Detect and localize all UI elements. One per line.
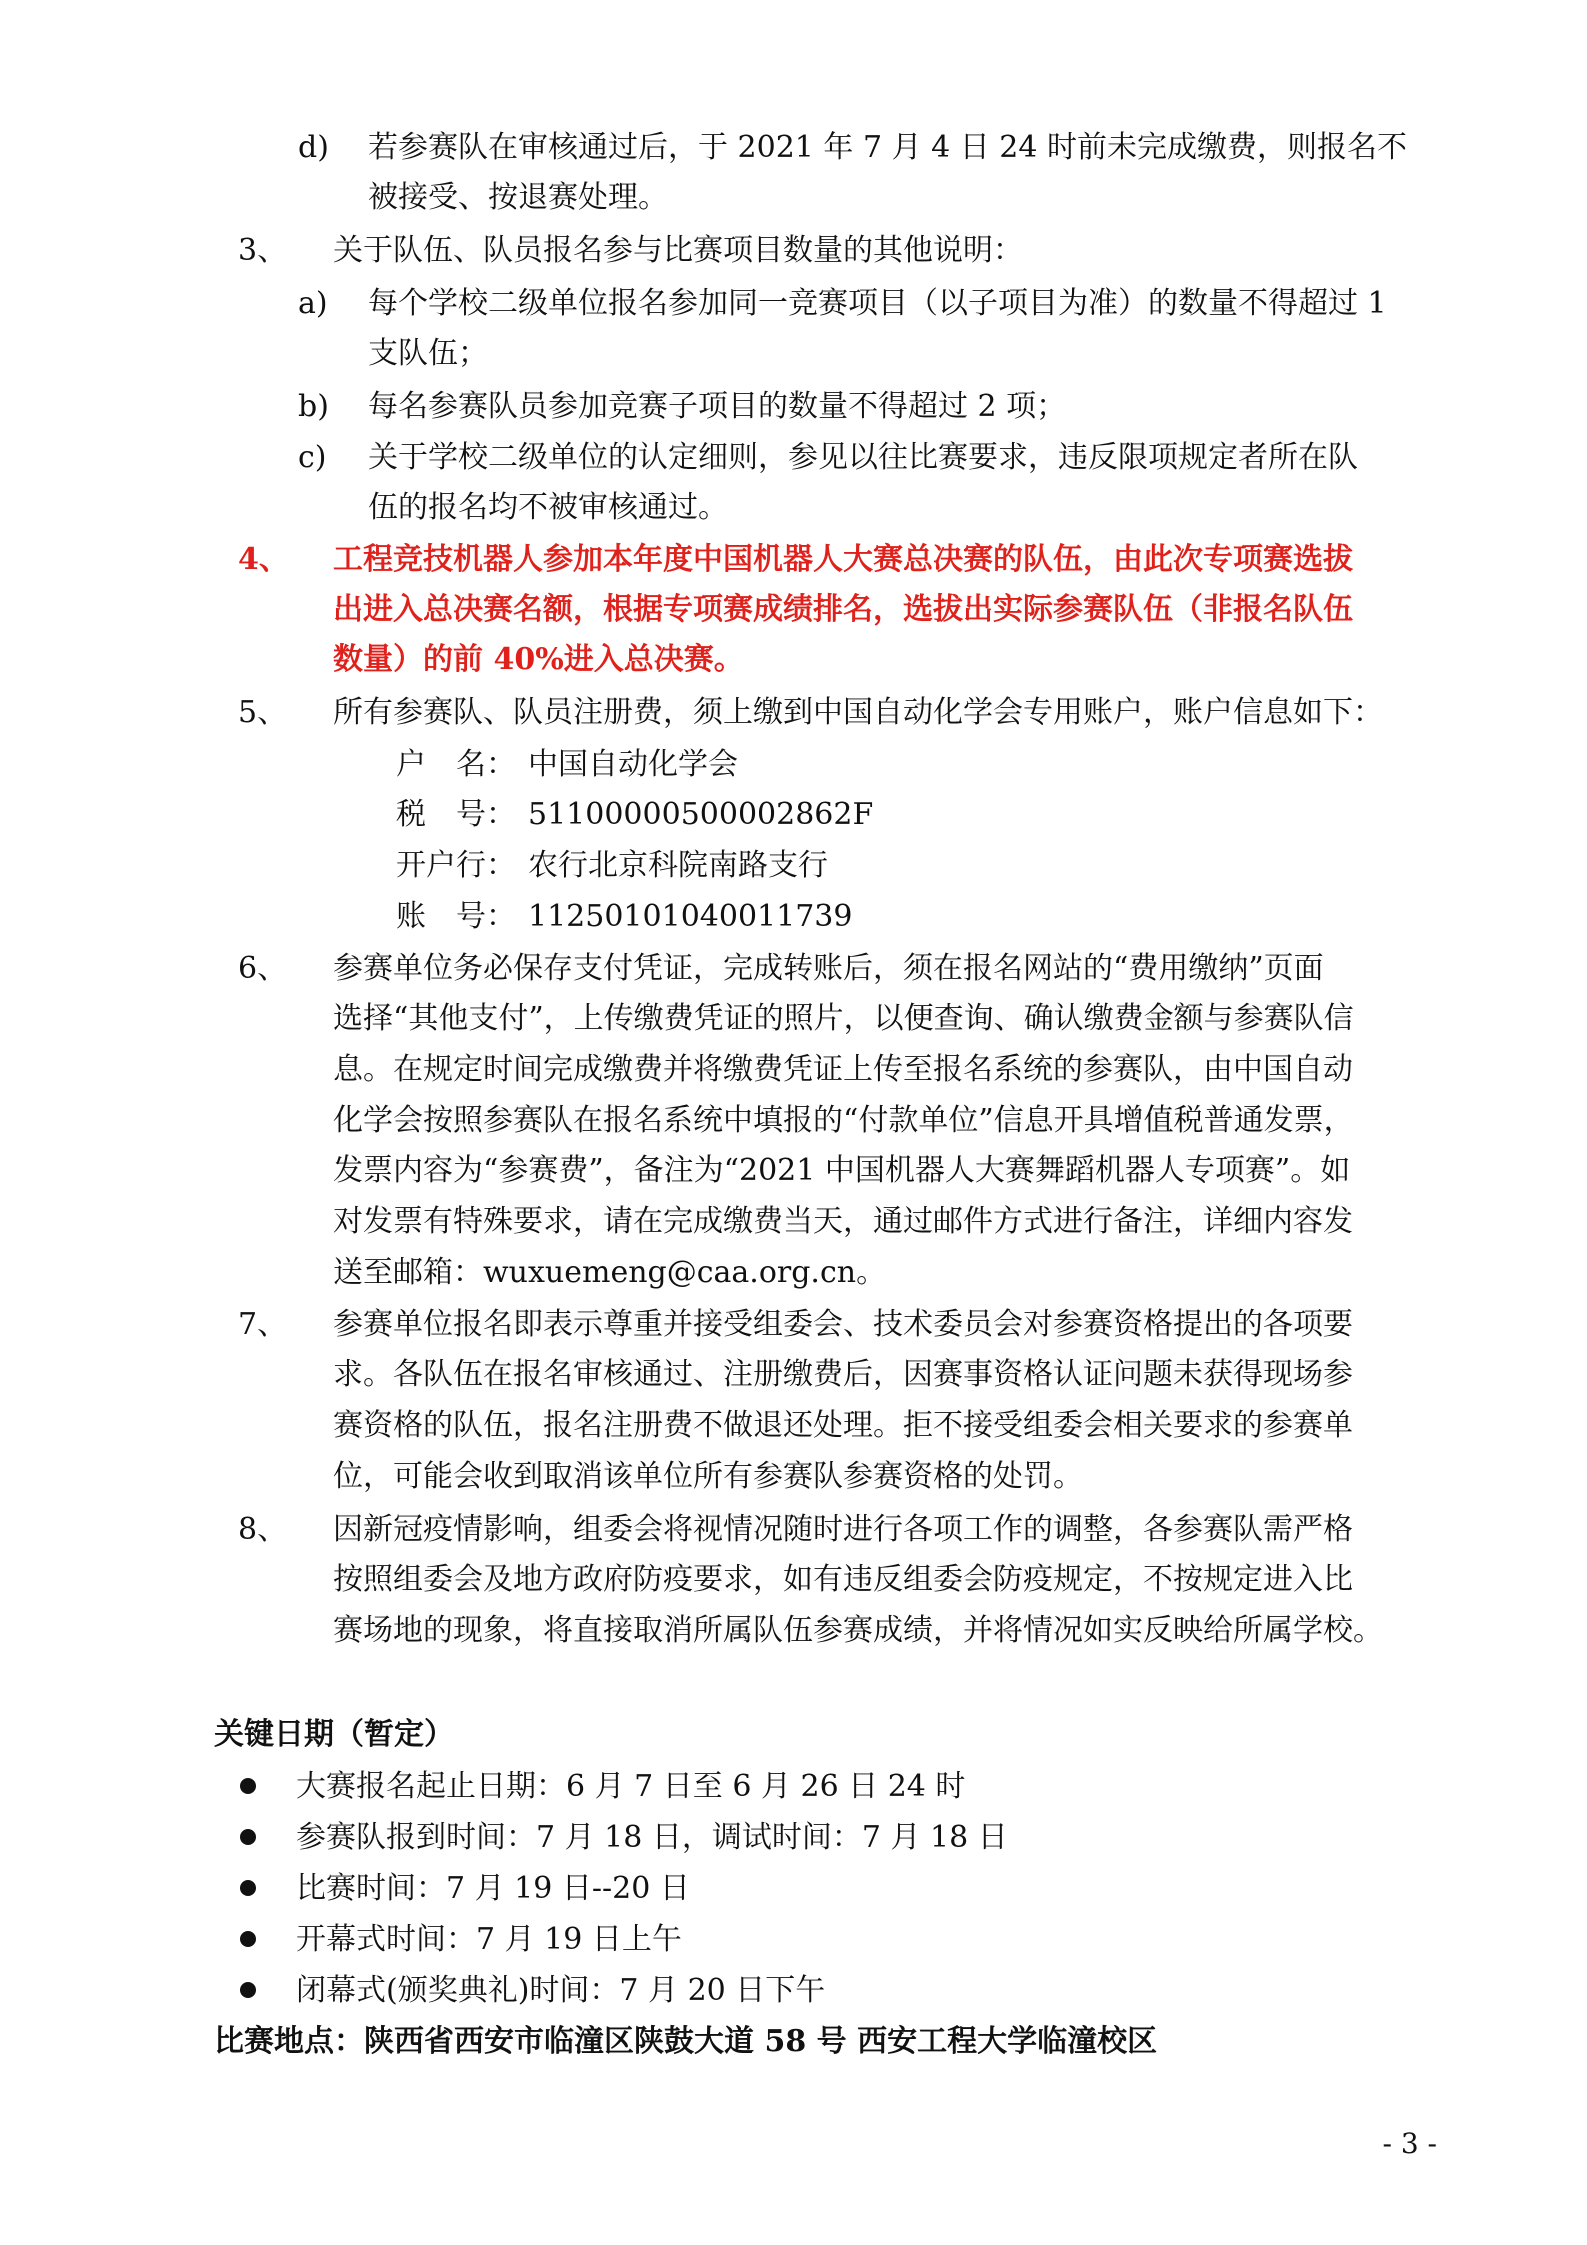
bank-value: 农行北京科院南路支行	[528, 848, 828, 883]
item-4-number: 4、	[238, 542, 289, 577]
sub-item-d-line-1: 若参赛队在审核通过后，于 2021 年 7 月 4 日 24 时前未完成缴费，则报名不	[368, 130, 1407, 165]
bullet-icon	[240, 1880, 256, 1896]
tax-id-label: 税 号：	[396, 797, 516, 832]
item-8-line-1: 因新冠疫情影响，组委会将视情况随时进行各项工作的调整，各参赛队需严格	[333, 1512, 1353, 1547]
item-6-line-7: 送至邮箱：wuxuemeng@caa.org.cn。	[333, 1255, 887, 1290]
account-name-value: 中国自动化学会	[528, 747, 738, 782]
item-8-number: 8、	[238, 1512, 288, 1547]
account-number-label: 账 号：	[396, 899, 516, 934]
key-date-item: 参赛队报到时间：7 月 18 日，调试时间：7 月 18 日	[296, 1820, 1008, 1855]
account-name-label: 户 名：	[396, 747, 516, 782]
item-5-number: 5、	[238, 695, 288, 730]
item-7-line-4: 位，可能会收到取消该单位所有参赛队参赛资格的处罚。	[333, 1459, 1083, 1494]
item-6-line-1: 参赛单位务必保存支付凭证，完成转账后，须在报名网站的“费用缴纳”页面	[333, 951, 1324, 986]
key-date-item: 开幕式时间：7 月 19 日上午	[296, 1922, 682, 1957]
bullet-icon	[240, 1778, 256, 1794]
sub-item-b-line-1: 每名参赛队员参加竞赛子项目的数量不得超过 2 项；	[368, 389, 1067, 424]
sub-item-c-marker: c)	[298, 440, 327, 475]
item-5-text: 所有参赛队、队员注册费，须上缴到中国自动化学会专用账户，账户信息如下：	[333, 695, 1383, 730]
item-8-line-2: 按照组委会及地方政府防疫要求，如有违反组委会防疫规定，不按规定进入比	[333, 1562, 1353, 1597]
item-4-line-2: 出进入总决赛名额，根据专项赛成绩排名，选拔出实际参赛队伍（非报名队伍	[333, 592, 1353, 627]
bullet-icon	[240, 1829, 256, 1845]
sub-item-a-line-2: 支队伍；	[368, 336, 488, 371]
item-3-number: 3、	[238, 233, 288, 268]
item-7-number: 7、	[238, 1307, 288, 1342]
bank-label: 开户行：	[396, 848, 516, 883]
page-number: - 3 -	[1382, 2127, 1437, 2160]
sub-item-c-line-2: 伍的报名均不被审核通过。	[368, 490, 728, 525]
sub-item-d-marker: d)	[298, 130, 329, 165]
item-6-line-6: 对发票有特殊要求，请在完成缴费当天，通过邮件方式进行备注，详细内容发	[333, 1204, 1353, 1239]
bullet-icon	[240, 1931, 256, 1947]
item-6-line-4: 化学会按照参赛队在报名系统中填报的“付款单位”信息开具增值税普通发票，	[333, 1103, 1354, 1138]
item-4-line-1: 工程竞技机器人参加本年度中国机器人大赛总决赛的队伍，由此次专项赛选拔	[333, 542, 1353, 577]
sub-item-a-marker: a)	[298, 286, 328, 321]
sub-item-a-line-1: 每个学校二级单位报名参加同一竞赛项目（以子项目为准）的数量不得超过 1	[368, 286, 1387, 321]
sub-item-b-marker: b)	[298, 389, 329, 424]
item-4-line-3: 数量）的前 40%进入总决赛。	[333, 642, 744, 677]
item-6-number: 6、	[238, 951, 288, 986]
key-date-item: 大赛报名起止日期：6 月 7 日至 6 月 26 日 24 时	[296, 1769, 966, 1804]
item-7-line-1: 参赛单位报名即表示尊重并接受组委会、技术委员会对参赛资格提出的各项要	[333, 1307, 1353, 1342]
account-number-value: 11250101040011739	[528, 899, 853, 934]
item-8-line-3: 赛场地的现象，将直接取消所属队伍参赛成绩，并将情况如实反映给所属学校。	[333, 1613, 1383, 1648]
key-date-item: 比赛时间：7 月 19 日--20 日	[296, 1871, 690, 1906]
key-dates-heading: 关键日期（暂定）	[214, 1717, 454, 1752]
sub-item-d-line-2: 被接受、按退赛处理。	[368, 180, 668, 215]
item-3-text: 关于队伍、队员报名参与比赛项目数量的其他说明：	[333, 233, 1023, 268]
tax-id-value: 51100000500002862F	[528, 797, 874, 832]
item-7-line-3: 赛资格的队伍，报名注册费不做退还处理。拒不接受组委会相关要求的参赛单	[333, 1408, 1353, 1443]
item-6-line-3: 息。在规定时间完成缴费并将缴费凭证上传至报名系统的参赛队，由中国自动	[333, 1052, 1353, 1087]
key-date-item: 闭幕式(颁奖典礼)时间：7 月 20 日下午	[296, 1973, 826, 2008]
venue-line: 比赛地点：陕西省西安市临潼区陕鼓大道 58 号 西安工程大学临潼校区	[214, 2024, 1158, 2059]
item-6-line-2: 选择“其他支付”，上传缴费凭证的照片，以便查询、确认缴费金额与参赛队信	[333, 1001, 1354, 1036]
item-6-line-5: 发票内容为“参赛费”，备注为“2021 中国机器人大赛舞蹈机器人专项赛”。如	[333, 1153, 1351, 1188]
item-7-line-2: 求。各队伍在报名审核通过、注册缴费后，因赛事资格认证问题未获得现场参	[333, 1357, 1353, 1392]
bullet-icon	[240, 1982, 256, 1998]
sub-item-c-line-1: 关于学校二级单位的认定细则，参见以往比赛要求，违反限项规定者所在队	[368, 440, 1358, 475]
